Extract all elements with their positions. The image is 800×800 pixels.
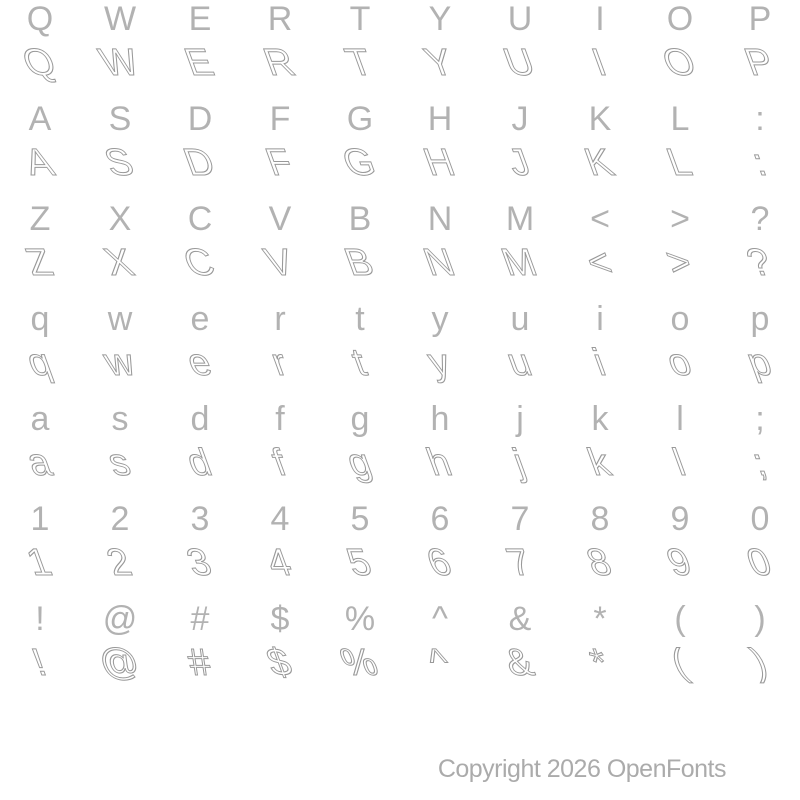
specimen-glyph: A (28, 100, 52, 138)
specimen-glyph: 8 (590, 500, 610, 538)
specimen-glyph: p (741, 342, 778, 384)
specimen-glyph: o (661, 342, 698, 384)
specimen-glyph: M (495, 242, 543, 284)
specimen-glyph: s (111, 400, 129, 438)
specimen-glyph: ; (755, 400, 765, 438)
specimen-glyph: ) (745, 642, 774, 684)
specimen-glyph: h (430, 400, 450, 438)
specimen-glyph: ! (35, 600, 45, 638)
specimen-glyph: E (178, 42, 220, 84)
glyph-pair-0 (0, 0, 800, 100)
specimen-glyph: O (656, 42, 702, 84)
specimen-glyph: * (593, 600, 607, 638)
outline-glyph-row-0 (0, 44, 800, 82)
specimen-glyph: 4 (270, 500, 290, 538)
solid-glyph-row-4 (0, 402, 800, 436)
specimen-glyph: d (190, 400, 210, 438)
specimen-glyph: C (187, 200, 213, 238)
specimen-glyph: Z (20, 242, 59, 284)
specimen-glyph: ^ (422, 642, 456, 684)
specimen-glyph: D (177, 142, 221, 184)
specimen-glyph: 3 (190, 500, 210, 538)
glyph-pair-3 (0, 300, 800, 400)
specimen-glyph: D (187, 100, 213, 138)
specimen-glyph: 9 (661, 542, 698, 584)
specimen-glyph: ? (750, 200, 770, 238)
glyph-pair-1 (0, 100, 800, 200)
specimen-glyph: t (346, 342, 373, 384)
solid-glyph-row-6 (0, 602, 800, 636)
specimen-glyph: p (750, 300, 770, 338)
specimen-glyph: H (417, 142, 461, 184)
specimen-glyph: T (340, 42, 379, 84)
specimen-glyph: i (587, 342, 612, 384)
specimen-glyph: u (510, 300, 530, 338)
specimen-glyph: q (21, 342, 58, 384)
specimen-glyph: % (344, 600, 376, 638)
specimen-glyph: L (670, 100, 690, 138)
specimen-glyph: # (181, 642, 218, 684)
specimen-glyph: G (346, 100, 374, 138)
specimen-glyph: h (421, 442, 458, 484)
specimen-glyph: R (267, 0, 293, 38)
specimen-glyph: @ (92, 642, 147, 684)
glyph-pair-5 (0, 500, 800, 600)
specimen-glyph: F (269, 100, 291, 138)
specimen-glyph: $ (261, 642, 298, 684)
specimen-glyph: r (265, 342, 294, 384)
specimen-glyph: ( (674, 600, 686, 638)
specimen-glyph: C (177, 242, 221, 284)
specimen-glyph: N (427, 200, 453, 238)
specimen-glyph: 0 (741, 542, 778, 584)
glyph-pair-6 (0, 600, 800, 700)
specimen-glyph: V (258, 242, 300, 284)
specimen-glyph: < (580, 242, 619, 284)
specimen-glyph: R (257, 42, 301, 84)
specimen-glyph: 2 (110, 500, 130, 538)
specimen-glyph: J (502, 142, 537, 184)
specimen-glyph: > (670, 200, 690, 238)
specimen-glyph: l (667, 442, 692, 484)
specimen-glyph: w (97, 342, 141, 384)
specimen-glyph: % (334, 642, 384, 684)
specimen-glyph: : (755, 100, 765, 138)
specimen-glyph: i (596, 300, 604, 338)
specimen-glyph: V (268, 200, 292, 238)
specimen-glyph: 3 (181, 542, 218, 584)
specimen-glyph: K (578, 142, 620, 184)
specimen-glyph: 6 (421, 542, 458, 584)
specimen-glyph: # (190, 600, 210, 638)
specimen-glyph: L (661, 142, 698, 184)
specimen-glyph: P (738, 42, 780, 84)
specimen-glyph: < (590, 200, 610, 238)
specimen-glyph: ? (741, 242, 778, 284)
specimen-glyph: o (670, 300, 690, 338)
specimen-glyph: 8 (581, 542, 618, 584)
specimen-glyph: G (336, 142, 382, 184)
specimen-glyph: I (595, 0, 605, 38)
specimen-glyph: s (102, 442, 137, 484)
outline-glyph-row-1 (0, 144, 800, 182)
specimen-glyph: k (582, 442, 617, 484)
specimen-glyph: B (348, 200, 372, 238)
specimen-glyph: r (274, 300, 286, 338)
specimen-glyph: H (427, 100, 453, 138)
solid-glyph-row-5 (0, 502, 800, 536)
solid-glyph-row-1 (0, 102, 800, 136)
specimen-glyph: w (107, 300, 133, 338)
specimen-glyph: ( (665, 642, 694, 684)
specimen-glyph: & (498, 642, 540, 684)
specimen-glyph: S (108, 100, 132, 138)
specimen-glyph: A (18, 142, 60, 184)
copyright-text: Copyright 2026 OpenFonts (437, 755, 726, 783)
specimen-glyph: a (21, 442, 58, 484)
specimen-glyph: g (341, 442, 378, 484)
specimen-glyph: $ (270, 600, 290, 638)
specimen-glyph: g (350, 400, 370, 438)
specimen-glyph: Q (16, 42, 62, 84)
specimen-glyph: > (660, 242, 699, 284)
specimen-glyph: I (586, 42, 613, 84)
outline-glyph-row-3 (0, 344, 800, 382)
specimen-glyph: W (103, 0, 137, 38)
specimen-glyph: e (190, 300, 210, 338)
glyph-pair-4 (0, 400, 800, 500)
specimen-glyph: O (666, 0, 694, 38)
specimen-glyph: 7 (510, 500, 530, 538)
specimen-glyph: P (748, 0, 772, 38)
solid-glyph-row-0 (0, 2, 800, 36)
specimen-glyph: y (431, 300, 449, 338)
specimen-glyph: j (516, 400, 524, 438)
specimen-glyph: k (591, 400, 609, 438)
specimen-glyph: 6 (430, 500, 450, 538)
specimen-glyph: U (507, 0, 533, 38)
specimen-glyph: Z (29, 200, 51, 238)
outline-glyph-row-6 (0, 644, 800, 682)
specimen-glyph: N (417, 242, 461, 284)
specimen-glyph: T (349, 0, 371, 38)
glyph-pair-2 (0, 200, 800, 300)
specimen-glyph: X (98, 242, 140, 284)
specimen-glyph: M (505, 200, 535, 238)
specimen-glyph: 0 (750, 500, 770, 538)
specimen-glyph: @ (102, 600, 138, 638)
specimen-glyph: F (260, 142, 299, 184)
specimen-glyph: Y (428, 0, 452, 38)
specimen-glyph: : (746, 142, 773, 184)
specimen-glyph: W (93, 42, 145, 84)
specimen-glyph: 5 (341, 542, 378, 584)
specimen-glyph: Q (26, 0, 54, 38)
specimen-glyph: ; (746, 442, 773, 484)
specimen-glyph: 7 (501, 542, 538, 584)
specimen-glyph: 9 (670, 500, 690, 538)
specimen-glyph: ! (26, 642, 53, 684)
outline-glyph-row-5 (0, 544, 800, 582)
specimen-glyph: J (511, 100, 529, 138)
specimen-glyph: t (355, 300, 365, 338)
specimen-glyph: B (338, 242, 380, 284)
outline-glyph-row-2 (0, 244, 800, 282)
specimen-glyph: 4 (261, 542, 298, 584)
specimen-glyph: * (584, 642, 615, 684)
specimen-glyph: u (501, 342, 538, 384)
specimen-glyph: ^ (432, 600, 448, 638)
specimen-glyph: 5 (350, 500, 370, 538)
specimen-glyph: l (676, 400, 684, 438)
specimen-glyph: 1 (30, 500, 50, 538)
specimen-glyph: q (30, 300, 50, 338)
specimen-glyph: U (497, 42, 541, 84)
specimen-glyph: X (108, 200, 132, 238)
specimen-glyph: f (266, 442, 293, 484)
specimen-glyph: y (422, 342, 457, 384)
solid-glyph-row-3 (0, 302, 800, 336)
specimen-glyph: a (30, 400, 50, 438)
specimen-glyph: Y (418, 42, 460, 84)
outline-glyph-row-4 (0, 444, 800, 482)
specimen-glyph: f (275, 400, 285, 438)
specimen-glyph: E (188, 0, 212, 38)
specimen-glyph: j (507, 442, 532, 484)
solid-glyph-row-2 (0, 202, 800, 236)
specimen-glyph: e (181, 342, 218, 384)
specimen-glyph: 2 (101, 542, 138, 584)
specimen-glyph: 1 (21, 542, 58, 584)
specimen-glyph: K (588, 100, 612, 138)
specimen-glyph: ) (754, 600, 766, 638)
specimen-glyph: S (98, 142, 140, 184)
specimen-glyph: & (508, 600, 532, 638)
specimen-glyph: d (181, 442, 218, 484)
